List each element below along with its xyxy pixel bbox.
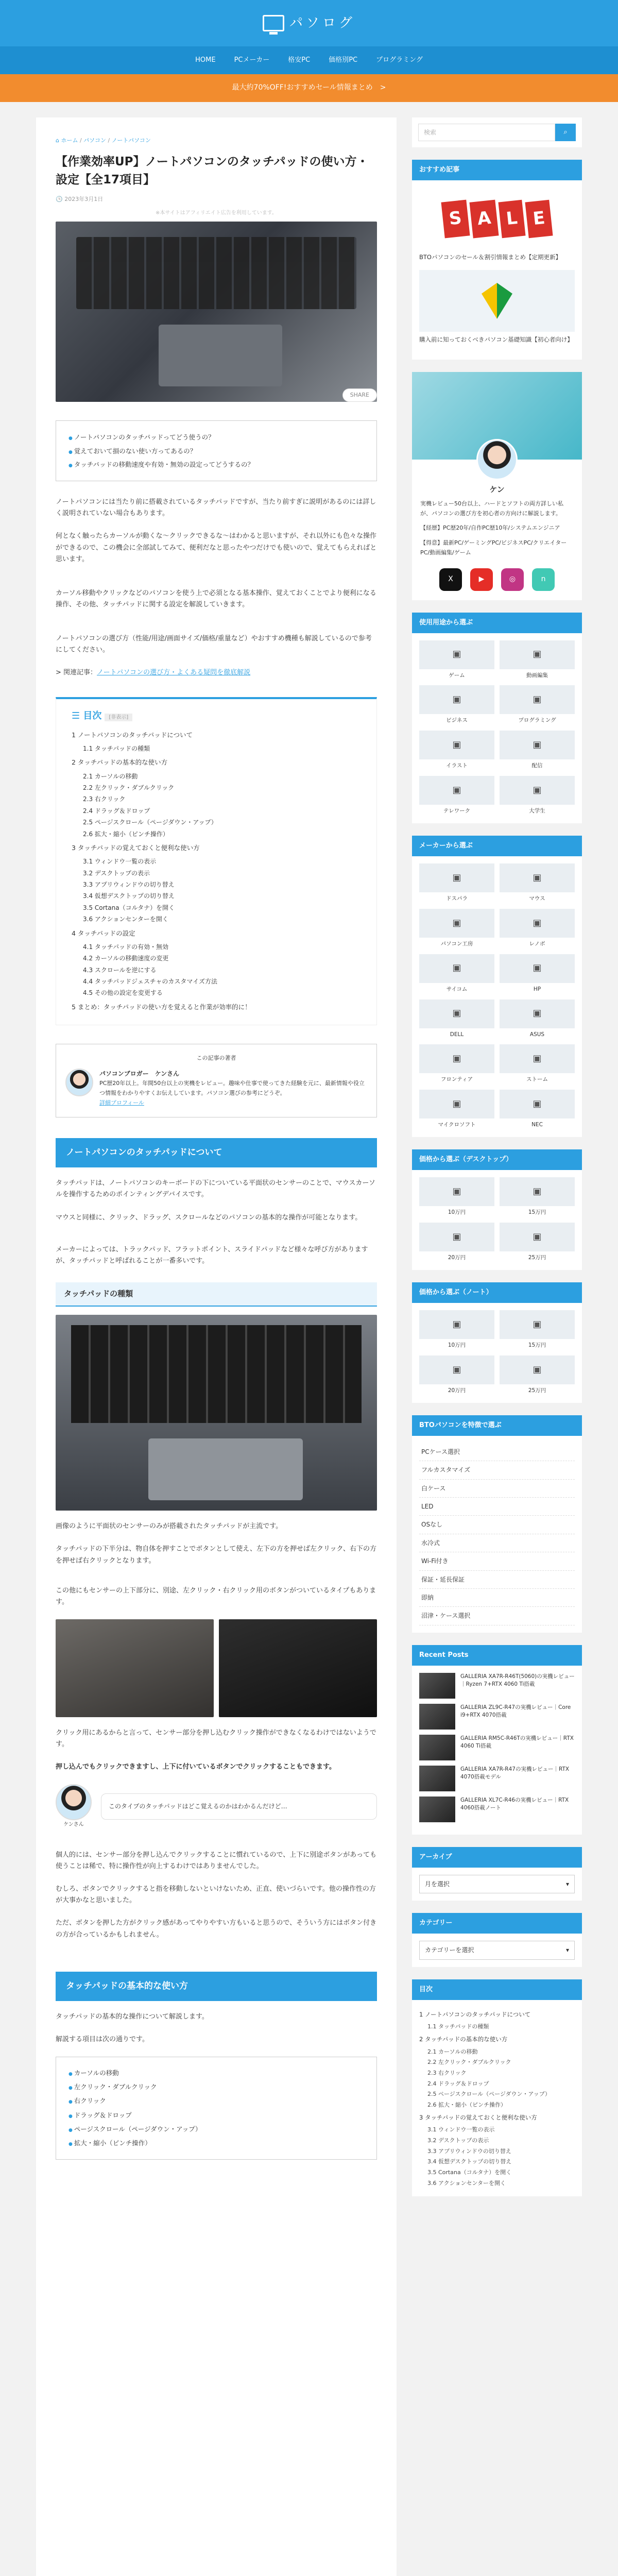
- page-title: 【作業効率UP】ノートパソコンのタッチパッドの使い方・設定【全17項目】: [56, 155, 369, 187]
- grid-item[interactable]: [419, 1177, 494, 1217]
- recent-post-thumb: [419, 1766, 455, 1791]
- widget-title: 価格から選ぶ（デスクトップ）: [412, 1149, 582, 1170]
- recent-post-title: GALLERIA XL7C-R46の実機レビュー｜RTX 4060搭載ノート: [460, 1797, 569, 1811]
- archive-select-value: 月を選択: [425, 1880, 450, 1888]
- widget-title: メーカーから選ぶ: [412, 836, 582, 856]
- post-date-text: 2023年3月1日: [64, 195, 104, 202]
- toc-subitem[interactable]: 3.1 ウィンドウ一覧の表示: [83, 858, 157, 866]
- category-widget: [412, 1913, 582, 1967]
- sidebar-toc-subitem[interactable]: 3.5 Cortana（コルタナ）を開く: [427, 2169, 512, 2176]
- section-heading: ノートパソコンのタッチパッドについて: [56, 1138, 377, 1167]
- desktop-image: ▣: [500, 1177, 575, 1206]
- breadcrumb-pc[interactable]: パソコン: [83, 137, 106, 144]
- body-paragraph: ただ、ボタンを押した方がクリック感があってやりやすい方もいると思うので、そういう方にはボタン付きの方が合っているかもしれません。: [56, 1919, 377, 1939]
- grid-item-label: 大学生: [529, 808, 545, 815]
- recent-post-title: GALLERIA XA7R-R46T(5060)の実機レビュー｜Ryzen 7+RTX 4060 Ti搭載: [460, 1673, 575, 1688]
- archive-select[interactable]: [419, 1875, 575, 1893]
- site-header: [0, 0, 618, 46]
- toc-subitem[interactable]: 3.2 デスクトップの表示: [83, 869, 150, 877]
- toc-subitem[interactable]: 2.3 右クリック: [83, 795, 126, 803]
- usage-image: ▣: [500, 640, 575, 669]
- nav-price[interactable]: 価格別PC: [329, 56, 358, 64]
- recent-post-title: GALLERIA RM5C-R46Tの実機レビュー｜RTX 4060 Ti搭載: [460, 1735, 574, 1750]
- search-icon[interactable]: ⌕: [555, 124, 576, 141]
- speaker-avatar: [56, 1784, 92, 1820]
- grid-item[interactable]: [419, 640, 494, 681]
- recent-post-thumb: [419, 1673, 455, 1699]
- widget-title: 目次: [412, 1979, 582, 2000]
- sale-image: S A L E: [419, 188, 575, 249]
- grid-item[interactable]: [419, 731, 494, 771]
- toc-subitem[interactable]: 1.1 タッチパッドの種類: [83, 745, 150, 753]
- sidebar-toc-subitem[interactable]: 3.2 デスクトップの表示: [427, 2137, 489, 2144]
- toc-subitem[interactable]: 2.6 拡大・縮小（ピンチ操作）: [83, 830, 169, 838]
- archive-widget: [412, 1847, 582, 1901]
- grid-item[interactable]: [419, 1090, 494, 1130]
- grid-item-label: フロンティア: [440, 1076, 473, 1083]
- recent-post[interactable]: [419, 1797, 575, 1822]
- sidebar-toc-subitem[interactable]: 2.4 ドラッグ＆ドロップ: [427, 2080, 489, 2087]
- body-paragraph: タッチパッドの基本的な操作について解説します。: [56, 2012, 209, 2021]
- grid-item[interactable]: [419, 1355, 494, 1396]
- grid-item-label: 15万円: [528, 1209, 546, 1216]
- recommend-widget: [412, 160, 582, 359]
- laptop-image: ▣: [500, 1310, 575, 1339]
- grid-item-label: NEC: [531, 1122, 543, 1128]
- grid-item[interactable]: [500, 731, 575, 771]
- toc-subitem[interactable]: 2.5 ページスクロール（ページダウン・アップ）: [83, 819, 217, 826]
- maker-logo: ▣: [500, 863, 575, 892]
- grid-item-label: マイクロソフト: [438, 1122, 476, 1128]
- sidebar-toc-subitem[interactable]: 2.1 カーソルの移動: [427, 2048, 478, 2055]
- spec-link[interactable]: PCケース選択: [419, 1443, 575, 1461]
- touchpad-photo: [56, 1619, 214, 1717]
- chevron-down-icon: ▾: [565, 1946, 569, 1954]
- body-paragraph: タッチパッドは、ノートパソコンのキーボードの下についている平面状のセンサーのことで、マウスカーソルを操作するためのポインティングデバイスです。: [56, 1179, 375, 1199]
- category-select[interactable]: [419, 1941, 575, 1959]
- author-profile-link[interactable]: 詳細プロフィール: [99, 1099, 144, 1106]
- price-desktop-widget: [412, 1149, 582, 1270]
- toc-subitem[interactable]: 4.5 その他の設定を変更する: [83, 989, 163, 997]
- toc-subitem[interactable]: 4.1 タッチパッドの有効・無効: [83, 943, 169, 951]
- toc-subitem[interactable]: 4.4 タッチパッドジェスチャのカスタマイズ方法: [83, 978, 217, 986]
- toc-subitem[interactable]: 4.3 スクロールを逆にする: [83, 966, 157, 974]
- toc-subitem[interactable]: 3.6 アクションセンターを開く: [83, 916, 168, 923]
- beginner-mark-image: [419, 270, 575, 332]
- toc-subitem[interactable]: 3.3 アプリウィンドウの切り替え: [83, 881, 175, 889]
- spec-widget: [412, 1415, 582, 1633]
- grid-item-label: 10万円: [448, 1209, 466, 1216]
- usage-image: ▣: [419, 731, 494, 759]
- instagram-icon[interactable]: ◎: [501, 568, 524, 591]
- recommend-item[interactable]: [419, 270, 575, 345]
- grid-item[interactable]: [419, 1223, 494, 1263]
- grid-item[interactable]: [500, 776, 575, 816]
- site-name: パソログ: [289, 15, 355, 31]
- profile-name: ケン: [489, 484, 505, 494]
- note-icon[interactable]: n: [532, 568, 555, 591]
- grid-item-label: ASUS: [529, 1031, 545, 1038]
- widget-title: 価格から選ぶ（ノート）: [412, 1282, 582, 1303]
- grid-item[interactable]: [500, 909, 575, 949]
- touchpad-photo: [56, 1315, 377, 1511]
- grid-item-label: プログラミング: [518, 717, 556, 724]
- profile-widget: [412, 372, 582, 600]
- post-date: [56, 195, 377, 205]
- author-avatar: [65, 1069, 93, 1096]
- usage-image: ▣: [419, 640, 494, 669]
- speaker-name: ケンさん: [63, 1822, 84, 1828]
- widget-title: アーカイブ: [412, 1847, 582, 1868]
- site-logo[interactable]: [263, 12, 355, 35]
- sidebar-toc-subitem[interactable]: 3.4 仮想デスクトップの切り替え: [427, 2158, 512, 2165]
- grid-item[interactable]: [500, 999, 575, 1040]
- usage-widget: [412, 613, 582, 823]
- sidebar-toc-item[interactable]: 3 タッチパッドの覚えておくと便利な使い方: [419, 2113, 537, 2121]
- grid-item-label: マウス: [529, 895, 545, 902]
- usage-image: ▣: [500, 776, 575, 805]
- recent-post-thumb: [419, 1735, 455, 1760]
- grid-item[interactable]: [500, 685, 575, 725]
- grid-item[interactable]: [500, 1177, 575, 1217]
- affiliate-note: ※本サイトはアフィリエイト広告を利用しています。: [156, 210, 277, 216]
- grid-item-label: ストーム: [526, 1076, 548, 1083]
- related-link-line: [56, 667, 377, 679]
- maker-logo: ▣: [419, 1090, 494, 1118]
- grid-item[interactable]: [419, 863, 494, 904]
- list-item: ● 拡大・縮小（ピンチ操作）: [68, 2138, 364, 2148]
- recent-post[interactable]: [419, 1735, 575, 1760]
- grid-item[interactable]: [500, 640, 575, 681]
- grid-item[interactable]: [419, 999, 494, 1040]
- question-item: ● タッチパッドの移動速度や有効・無効の設定ってどうするの？: [68, 459, 364, 470]
- widget-title: カテゴリー: [412, 1913, 582, 1934]
- list-item: ● 右クリック: [68, 2095, 364, 2106]
- toc-subitem[interactable]: 3.4 仮想デスクトップの切り替え: [83, 892, 175, 900]
- related-link[interactable]: ノートパソコンの選び方・よくある疑問を徹底解説: [97, 669, 251, 677]
- bubble-text: このタイプのタッチパッドはどこ覚えるのかはわかるんだけど…: [101, 1793, 377, 1819]
- toc-toggle[interactable]: [非表示]: [105, 714, 132, 721]
- profile-text: 実機レビュー50台以上、ハードとソフトの両方詳しい私が、パソコンの選び方を初心者の方向けに解説します。: [420, 500, 563, 517]
- grid-item-label: ゲーム: [449, 672, 465, 679]
- sidebar-toc-subitem[interactable]: 2.5 ページスクロール（ページダウン・アップ）: [427, 2091, 551, 2098]
- usage-image: ▣: [500, 731, 575, 759]
- grid-item[interactable]: [500, 1223, 575, 1263]
- widget-title: Recent Posts: [412, 1645, 582, 1666]
- global-nav: [0, 46, 618, 74]
- sidebar-toc-subitem[interactable]: 2.3 右クリック: [427, 2070, 467, 2077]
- grid-item-label: ドスパラ: [446, 895, 468, 902]
- usage-image: ▣: [419, 685, 494, 714]
- recommend-item[interactable]: [419, 188, 575, 263]
- grid-item[interactable]: [500, 1044, 575, 1084]
- toc-subitem[interactable]: 2.4 ドラッグ＆ドロップ: [83, 807, 150, 815]
- list-item: ● ドラッグ＆ドロップ: [68, 2110, 364, 2121]
- maker-logo: ▣: [500, 954, 575, 983]
- sidebar-toc-item[interactable]: 2 タッチパッドの基本的な使い方: [419, 2036, 508, 2043]
- grid-item-label: 10万円: [448, 1342, 466, 1349]
- bold-paragraph: 押し込んでもクリックできますし、上下に付いているボタンでクリックすることもできます。: [56, 1763, 336, 1771]
- breadcrumb-note[interactable]: ノートパソコン: [111, 137, 151, 144]
- list-item: ● ページスクロール（ページダウン・アップ）: [68, 2124, 364, 2134]
- nav-maker[interactable]: PCメーカー: [234, 56, 270, 64]
- spec-link[interactable]: フルカスタマイズ: [419, 1461, 575, 1479]
- recent-post-thumb: [419, 1797, 455, 1822]
- recent-post[interactable]: [419, 1673, 575, 1699]
- toc-subitem[interactable]: 2.1 カーソルの移動: [83, 772, 138, 780]
- body-paragraph: 画像のように平面状のセンサーのみが搭載されたタッチパッドが主流です。: [56, 1522, 283, 1531]
- grid-item-label: 25万円: [528, 1255, 546, 1261]
- author-heading: この記事の著者: [196, 1055, 236, 1062]
- clock-icon: 🕒: [56, 195, 65, 202]
- breadcrumb: ⌂ ホーム / パソコン / ノートパソコン: [56, 137, 151, 144]
- laptop-image: ▣: [500, 1355, 575, 1384]
- grid-item[interactable]: [500, 954, 575, 994]
- author-name: パソコンブロガー ケンさん: [99, 1070, 180, 1077]
- grid-item-label: サイコム: [446, 986, 468, 992]
- laptop-image: ▣: [419, 1310, 494, 1339]
- price-note-widget: [412, 1282, 582, 1403]
- eyecatch-image: [56, 222, 377, 402]
- maker-logo: ▣: [419, 1044, 494, 1073]
- sidebar-toc-subitem[interactable]: 1.1 タッチパッドの種類: [427, 2023, 489, 2030]
- nav-cheap[interactable]: 格安PC: [288, 56, 311, 64]
- grid-item-label: DELL: [450, 1031, 464, 1038]
- grid-item-label: パソコン工房: [440, 940, 473, 947]
- question-item: ● 覚えておいて損のない使い方ってあるの？: [68, 446, 364, 456]
- maker-logo: ▣: [500, 1044, 575, 1073]
- widget-title: BTOパソコンを特徴で選ぶ: [412, 1415, 582, 1436]
- widget-title: 使用用途から選ぶ: [412, 613, 582, 633]
- x-icon[interactable]: X: [439, 568, 462, 591]
- grid-item-label: テレワーク: [443, 808, 471, 815]
- usage-image: ▣: [419, 776, 494, 805]
- toc-title: 目次: [83, 710, 102, 722]
- touchpad-photo: [219, 1619, 377, 1717]
- sidebar-toc-subitem[interactable]: 3.6 アクションセンターを開く: [427, 2179, 506, 2187]
- related-prefix: > 関連記事：: [56, 669, 97, 677]
- grid-item-label: ビジネス: [446, 717, 468, 724]
- spec-link[interactable]: 保証・延長保証: [419, 1571, 575, 1589]
- recommend-title: 購入前に知っておくべきパソコン基礎知識【初心者向け】: [419, 336, 573, 344]
- toc-item[interactable]: 1 ノートパソコンのタッチパッドについて: [72, 731, 193, 739]
- recent-post-title: GALLERIA ZL9C-R47の実機レビュー｜Core i9+RTX 4070搭載: [460, 1704, 571, 1719]
- spec-link[interactable]: Wi-Fi付き: [419, 1552, 575, 1570]
- recent-post-thumb: [419, 1704, 455, 1730]
- recent-posts-widget: [412, 1645, 582, 1835]
- nav-home[interactable]: HOME: [195, 56, 216, 64]
- maker-logo: ▣: [500, 909, 575, 938]
- grid-item[interactable]: [419, 1044, 494, 1084]
- table-of-contents: [56, 697, 377, 1025]
- author-bio: PC歴20年以上。年間50台以上の実機をレビュー。趣味や仕事で使ってきた経験を元に、最新情報や役立つ情報をわかりやすくお伝えしています。パソコン選びの参考にどうぞ。: [99, 1080, 365, 1097]
- toc-item[interactable]: 4 タッチパッドの設定: [72, 929, 135, 937]
- sidebar-toc-subitem[interactable]: 2.6 拡大・縮小（ピンチ操作）: [427, 2102, 506, 2109]
- maker-logo: ▣: [500, 999, 575, 1028]
- grid-item[interactable]: [500, 863, 575, 904]
- search-box: [412, 117, 582, 147]
- body-paragraph: 解説する項目は次の通りです。: [56, 2035, 149, 2043]
- body-paragraph: この他にもセンサーの上下部分に、別途、左クリック・右クリック用のボタンがついているタイプもあります。: [56, 1586, 376, 1606]
- list-item: ● カーソルの移動: [68, 2067, 364, 2078]
- subsection-heading: タッチパッドの種類: [56, 1282, 377, 1307]
- chevron-down-icon: ▾: [565, 1880, 569, 1888]
- laptop-image: ▣: [419, 1355, 494, 1384]
- maker-widget: [412, 836, 582, 1137]
- body-paragraph: マウスと同様に、クリック、ドラッグ、スクロールなどのパソコンの基本的な操作が可能となります。: [56, 1213, 362, 1222]
- list-item: ● 左クリック・ダブルクリック: [68, 2081, 364, 2092]
- grid-item-label: 配信: [531, 762, 543, 769]
- speech-bubble: [56, 1784, 377, 1829]
- list-icon: ☰: [72, 710, 83, 722]
- grid-item[interactable]: [419, 954, 494, 994]
- usage-image: ▣: [500, 685, 575, 714]
- grid-item[interactable]: [419, 909, 494, 949]
- share-button[interactable]: SHARE: [342, 388, 377, 402]
- profile-text: 【経歴】PC歴20年/自作PC歴10年/システムエンジニア: [420, 524, 560, 532]
- desktop-image: ▣: [419, 1223, 494, 1251]
- intro-paragraph: ノートパソコンの選び方（性能/用途/画面サイズ/価格/重量など）やおすすめ機種も解説しているので参考にしてください。: [56, 634, 372, 654]
- intro-paragraph: カーソル移動やクリックなどのパソコンを使う上で必須となる基本操作、覚えておくことでより便利になる操作、その他、タッチパッドに関する設定を解説していきます。: [56, 589, 376, 608]
- body-paragraph: タッチパッドの下半分は、物自体を押すことでボタンとして使え、左下の方を押せば左クリック、右下の方を押せば右クリックとなります。: [56, 1545, 376, 1565]
- spec-link[interactable]: LED: [419, 1498, 575, 1516]
- home-icon: ⌂: [56, 137, 61, 144]
- sidebar: [412, 117, 582, 2209]
- grid-item-label: HP: [533, 986, 541, 992]
- recommend-title: BTOパソコンのセール＆割引情報まとめ【定期更新】: [419, 253, 562, 261]
- sidebar-toc-widget: [412, 1979, 582, 2197]
- grid-item-label: レノボ: [529, 940, 545, 947]
- grid-item-label: イラスト: [446, 762, 468, 769]
- grid-item[interactable]: [500, 1090, 575, 1130]
- spec-link[interactable]: 白ケース: [419, 1480, 575, 1498]
- body-paragraph: むしろ、ボタンでクリックすると指を移動しないといけないため、正直、使いづらいです。他の操作性の方が大事かなと思いました。: [56, 1885, 376, 1905]
- search-input[interactable]: 検索: [418, 124, 555, 141]
- grid-item-label: 20万円: [448, 1387, 466, 1394]
- spec-link[interactable]: 水冷式: [419, 1534, 575, 1552]
- sidebar-toc-subitem[interactable]: 3.1 ウィンドウ一覧の表示: [427, 2126, 495, 2133]
- grid-item[interactable]: [500, 1355, 575, 1396]
- recent-post[interactable]: [419, 1704, 575, 1730]
- toc-item[interactable]: 2 タッチパッドの基本的な使い方: [72, 758, 168, 767]
- recent-post-title: GALLERIA XA7R-R47の実機レビュー｜RTX 4070搭載モデル: [460, 1766, 570, 1781]
- toc-item[interactable]: 5 まとめ：タッチパッドの使い方を覚えると作業が効率的に！: [72, 1003, 251, 1011]
- grid-item-label: 25万円: [528, 1387, 546, 1394]
- nav-programming[interactable]: プログラミング: [376, 56, 423, 64]
- recent-post[interactable]: [419, 1766, 575, 1791]
- toc-subitem[interactable]: 4.2 カーソルの移動速度の変更: [83, 955, 169, 962]
- section-heading: タッチパッドの基本的な使い方: [56, 1972, 377, 2001]
- category-select-value: カテゴリーを選択: [425, 1946, 474, 1954]
- youtube-icon[interactable]: ▶: [470, 568, 493, 591]
- desktop-image: ▣: [500, 1223, 575, 1251]
- question-item: ● ノートパソコンのタッチパッドってどう使うの？: [68, 432, 364, 443]
- item-list: [56, 2057, 377, 2160]
- body-paragraph: クリック用にあるからと言って、センサー部分を押し込むクリック操作ができなくなるわけではないようです。: [56, 1728, 376, 1748]
- desktop-image: ▣: [419, 1177, 494, 1206]
- intro-paragraph: 何となく触ったらカーソルが動くな～クリックできるな～はわかると思いますが、それ以外にも色々な操作ができるので、この機会に全部試してみて、便利だなと思ったやつだけでも使いので、覚えてもらえればと思います。: [56, 532, 377, 563]
- grid-item[interactable]: [419, 685, 494, 725]
- sale-banner[interactable]: 最大約70%OFF!おすすめセール情報まとめ >: [0, 74, 618, 102]
- maker-logo: ▣: [419, 954, 494, 983]
- toc-subitem[interactable]: 3.5 Cortana（コルタナ）を開く: [83, 904, 175, 911]
- maker-logo: ▣: [500, 1090, 575, 1118]
- grid-item[interactable]: [500, 1310, 575, 1350]
- toc-subitem[interactable]: 2.2 左クリック・ダブルクリック: [83, 784, 175, 792]
- toc-heading: [72, 708, 361, 724]
- body-paragraph: 個人的には、センサー部分を押し込んでクリックすることに慣れているので、上下に別途ボタンがあっても使うことは稀で、特に操作性が向上するわけではありませんでした。: [56, 1851, 377, 1871]
- grid-item-label: 動画編集: [526, 672, 548, 679]
- breadcrumb-home[interactable]: ホーム: [61, 137, 78, 144]
- grid-item-label: 20万円: [448, 1255, 466, 1261]
- sidebar-toc-subitem[interactable]: 2.2 左クリック・ダブルクリック: [427, 2059, 511, 2066]
- widget-title: おすすめ記事: [412, 160, 582, 180]
- question-box: [56, 420, 377, 481]
- toc-item[interactable]: 3 タッチパッドの覚えておくと便利な使い方: [72, 844, 200, 852]
- touchpad-photo-pair: [56, 1619, 377, 1717]
- maker-logo: ▣: [419, 999, 494, 1028]
- spec-link[interactable]: 沼津・ケース選択: [419, 1607, 575, 1625]
- grid-item[interactable]: [419, 1310, 494, 1350]
- sidebar-toc-item[interactable]: 1 ノートパソコンのタッチパッドについて: [419, 2010, 531, 2018]
- article: [36, 117, 397, 2576]
- spec-link[interactable]: 即納: [419, 1589, 575, 1607]
- sidebar-toc-subitem[interactable]: 3.3 アプリウィンドウの切り替え: [427, 2147, 511, 2155]
- author-box: [56, 1044, 377, 1117]
- intro-paragraph: ノートパソコンには当たり前に搭載されているタッチパッドですが、当たり前すぎに説明があるのには詳しく説明されていない場合もあります。: [56, 498, 376, 518]
- monitor-icon: [263, 15, 284, 31]
- maker-logo: ▣: [419, 909, 494, 938]
- profile-avatar: [476, 439, 518, 480]
- grid-item[interactable]: [419, 776, 494, 816]
- maker-logo: ▣: [419, 863, 494, 892]
- body-paragraph: メーカーによっては、トラックパッド、フラットポイント、スライドパッドなど様々な呼び方がありますが、タッチパッドと呼ばれることが一番多いです。: [56, 1245, 368, 1265]
- spec-link[interactable]: OSなし: [419, 1516, 575, 1534]
- grid-item-label: 15万円: [528, 1342, 546, 1349]
- profile-text: 【得意】最新PC/ゲーミングPC/ビジネスPC/クリエイターPC/動画編集/ゲーム: [420, 539, 567, 556]
